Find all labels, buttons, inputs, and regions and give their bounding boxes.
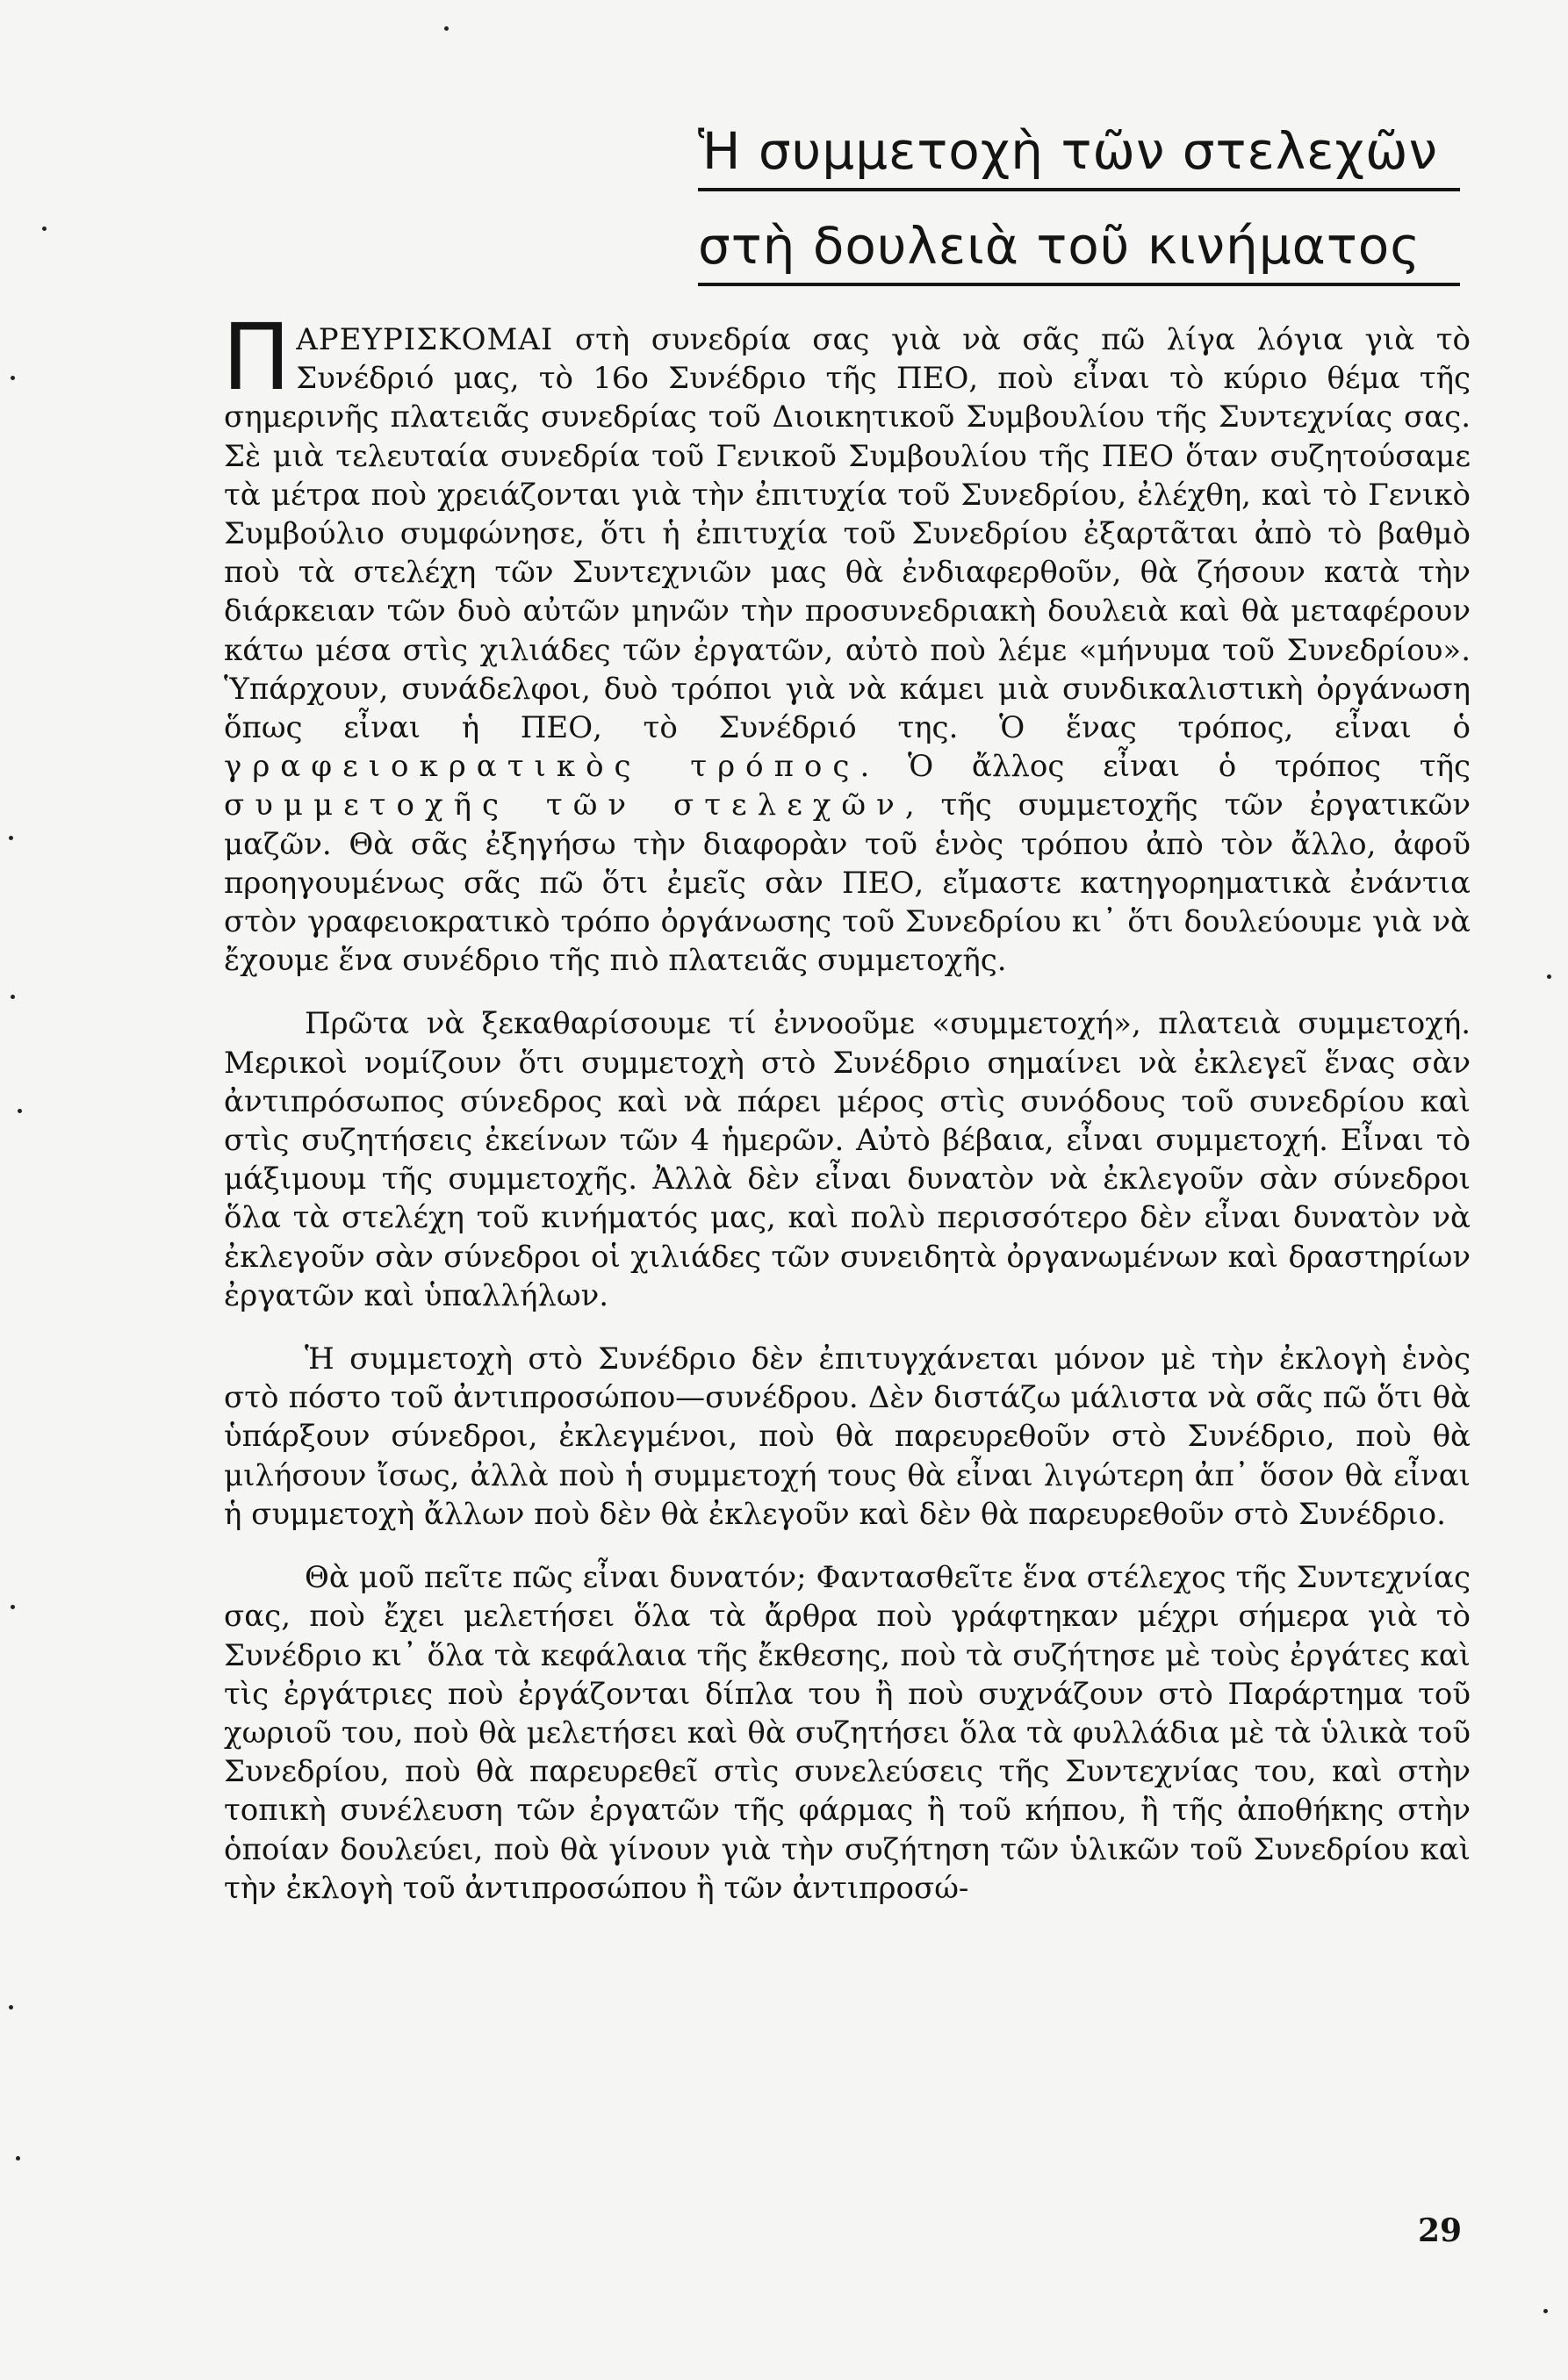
scan-speck [11,376,15,380]
article-body [222,304,1471,1908]
paragraph-1-text-a: στὴ συνεδρία σας γιὰ νὰ σᾶς πῶ λίγα λόγια γιὰ τὸ Συνέδριό μας, τὸ 16ο Συνέδριο τῆς ΠΕΟ, ποὺ εἶναι τὸ κύριο θέμα τῆς σημερινῆς πλατειᾶς συνεδρίας τοῦ Διοικητικοῦ Συμβουλίου τῆς Συντεχνίας σας. Σὲ μιὰ τελευταία συνεδρία τοῦ Γενικοῦ Συμβουλίου τῆς ΠΕΟ ὅταν συζητούσαμε τὰ μέτρα ποὺ χρειάζονται γιὰ τὴν ἐπιτυχία τοῦ Συνεδρίου, ἐλέχθη, καὶ τὸ Γενικὸ Συμβούλιο συμφώνησε, ὅτι ἡ ἐπιτυχία τοῦ Συνεδρίου ἐξαρτᾶται ἀπὸ τὸ βαθμὸ ποὺ τὰ στελέχη τῶν Συντεχνιῶν μας θὰ ἐνδιαφερθοῦν, θὰ ζήσουν κατὰ τὴν διάρκειαν τῶν δυὸ αὐτῶν μηνῶν τὴν προσυνεδριακὴ δουλειὰ καὶ θὰ μεταφέρουν κάτω μέσα στὶς χιλιάδες τῶν ἐργατῶν, αὐτὸ ποὺ λέμε «μήνυμα τοῦ Συνεδρίου». Ὑπάρχουν, συνάδελφοι, δυὸ τρόποι γιὰ νὰ κάμει μιὰ συνδικαλιστικὴ ὀργάνωση ὅπως εἶναι ἡ ΠΕΟ, τὸ Συνέδριό της. Ὁ ἕνας τρόπος, εἶναι ὁ [224,322,1471,746]
scan-speck [9,836,13,840]
scan-speck [18,1109,22,1113]
title-line-1: Ἡ συμμετοχὴ τῶν στελεχῶν [698,114,1460,191]
paragraph-2: Πρῶτα νὰ ξεκαθαρίσουμε τί ἐννοοῦμε «συμμετοχή», πλατειὰ συμμετοχή. Μερικοὶ νομίζουν ὅτι συμμετοχὴ στὸ Συνέδριο σημαίνει νὰ ἐκλεγεῖ ἕνας σὰν ἀντιπρόσωπος σύνεδρος καὶ νὰ πάρει μέρος στὶς συνόδους τοῦ συνεδρίου καὶ στὶς συζητήσεις ἐκείνων τῶν 4 ἡμερῶν. Αὐτὸ βέβαια, εἶναι συμμετοχή. Εἶναι τὸ μάξιμουμ τῆς συμμετοχῆς. Ἀλλὰ δὲν εἶναι δυνατὸν νὰ ἐκλεγοῦν σὰν σύνεδροι ὅλα τὰ στελέχη τοῦ κινήματός μας, καὶ πολὺ περισσότερο δὲν εἶναι δυνατὸν νὰ ἐκλεγοῦν σὰν σύνεδροι οἱ χιλιάδες τῶν συνειδητὰ ὀργανωμένων καὶ δραστηρίων ἐργατῶν καὶ ὑπαλλήλων. [224,1006,1471,1313]
article-title [698,114,1471,304]
scan-speck [1547,974,1551,979]
scan-speck [11,1605,15,1609]
opening-caps: ΑΡΕΥΡΙΣΚΟΜΑΙ [296,322,554,357]
scan-speck [42,226,47,231]
page-number: 29 [1418,2212,1463,2249]
paragraph-3: Ἡ συμμετοχὴ στὸ Συνέδριο δὲν ἐπιτυγχάνεται μόνον μὲ τὴν ἐκλογὴ ἑνὸς στὸ πόστο τοῦ ἀντιπροσώπου—συνέδρου. Δὲν διστάζω μάλιστα νὰ σᾶς πῶ ὅτι θὰ ὑπάρξουν σύνεδροι, ἐκλεγμένοι, ποὺ θὰ παρευρεθοῦν στὸ Συνέδριο, ποὺ θὰ μιλήσουν ἴσως, ἀλλὰ ποὺ ἡ συμμετοχή τους θὰ εἶναι λιγώτερη ἀπ᾿ ὅσον θὰ εἶναι ἡ συμμετοχὴ ἄλλων ποὺ δὲν θὰ ἐκλεγοῦν καὶ δὲν θὰ παρευρεθοῦν στὸ Συνέδριο. [224,1341,1471,1532]
scan-speck [1543,2309,1548,2313]
paragraph-4: Θὰ μοῦ πεῖτε πῶς εἶναι δυνατόν; Φαντασθεῖτε ἕνα στέλεχος τῆς Συντεχνίας σας, ποὺ ἔχει μελετήσει ὅλα τὰ ἄρθρα ποὺ γράφτηκαν μέχρι σήμερα γιὰ τὸ Συνέδριο κι᾿ ὅλα τὰ κεφάλαια τῆς ἔκθεσης, ποὺ τὰ συζήτησε μὲ τοὺς ἐργάτες καὶ τὶς ἐργάτριες ποὺ ἐργάζονται δίπλα του ἢ ποὺ συχνάζουν στὸ Παράρτημα τοῦ χωριοῦ του, ποὺ θὰ μελετήσει καὶ θὰ συζητήσει ὅλα τὰ φυλλάδια μὲ τὰ ὑλικὰ τοῦ Συνεδρίου, ποὺ θὰ παρευρεθεῖ στὶς συνελεύσεις τῆς Συντεχνίας του, καὶ στὴν τοπικὴ συνέλευση τῶν ἐργατῶν τῆς φάρμας ἢ τοῦ κήπου, ἢ τῆς ἀποθήκης στὴν ὁποίαν δουλεύει, ποὺ θὰ γίνουν γιὰ τὴν συζήτηση τῶν ὑλικῶν τοῦ Συνεδρίου καὶ τὴν ἐκλογὴ τοῦ ἀντιπροσώπου ἢ τῶν ἀντιπροσώ- [224,1560,1471,1906]
title-line-2: στὴ δουλειὰ τοῦ κινήματος [698,209,1460,286]
paragraph-1-text-c: , τῆς συμμετοχῆς τῶν ἐργατικῶν μαζῶν. Θὰ σᾶς ἐξηγήσω τὴν διαφορὰν τοῦ ἑνὸς τρόπου ἀπὸ τὸν ἄλλο, ἀφοῦ προηγουμένως σᾶς πῶ ὅτι ἐμεῖς σὰν ΠΕΟ, εἴμαστε κατηγορηματικὰ ἐνάντια στὸν γραφειοκρατικὸ τρόπο ὀργάνωσης τοῦ Συνεδρίου κι᾿ ὅτι δουλεύουμε γιὰ νὰ ἔχουμε ἕνα συνέδριο τῆς πιὸ πλατειᾶς συμμετοχῆς. [224,787,1471,979]
scan-speck [16,2156,20,2161]
paragraph-1-text-b: . Ὁ ἄλλος εἶναι ὁ τρόπος τῆς [860,749,1471,785]
paragraph-1 [222,304,1471,980]
spaced-emphasis-2: συμμετοχῆς τῶν στελεχῶν [224,787,905,823]
scan-speck [444,26,449,31]
spaced-emphasis-1: γραφειοκρατικὸς τρόπος [224,749,860,785]
scan-speck [9,2005,13,2010]
drop-cap: Π [222,304,291,411]
scan-speck [11,995,15,999]
